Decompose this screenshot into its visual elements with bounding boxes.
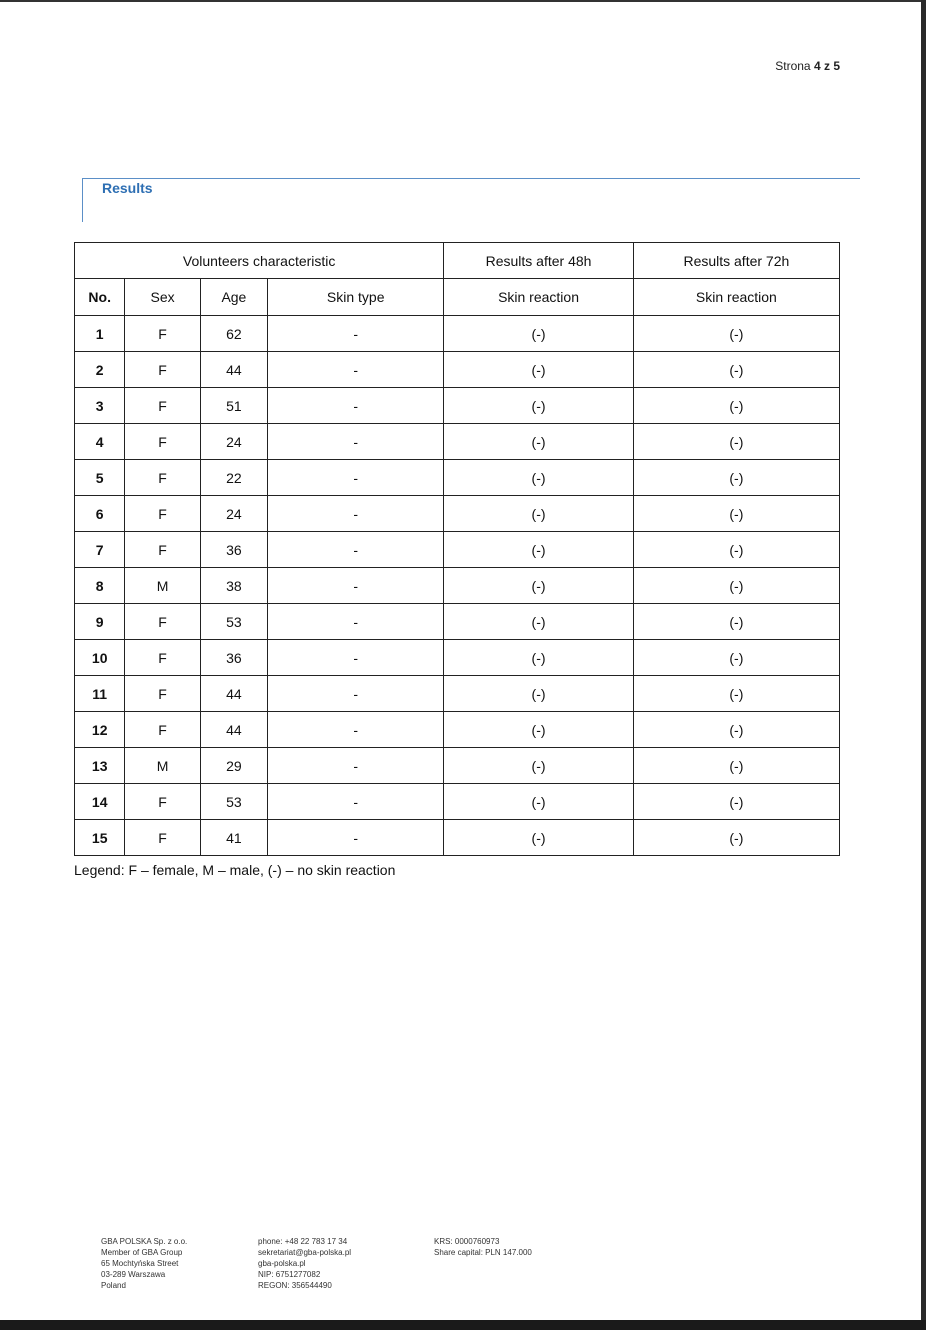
cell-reaction-48h: (-) <box>444 496 633 532</box>
cell-reaction-48h: (-) <box>444 316 633 352</box>
cell-reaction-48h: (-) <box>444 820 633 856</box>
cell-skin-type: - <box>268 532 444 568</box>
footer-regon: REGON: 356544490 <box>258 1281 332 1290</box>
cell-age: 44 <box>200 712 267 748</box>
top-border <box>0 0 926 2</box>
col-header-sex: Sex <box>125 279 200 316</box>
cell-skin-type: - <box>268 748 444 784</box>
table-row <box>75 712 840 748</box>
section-title: Results <box>102 180 153 196</box>
table-row <box>75 604 840 640</box>
cell-sex: F <box>125 604 200 640</box>
table-row <box>75 532 840 568</box>
cell-skin-type: - <box>268 820 444 856</box>
table-row <box>75 820 840 856</box>
cell-sex: M <box>125 568 200 604</box>
cell-sex: F <box>125 820 200 856</box>
cell-skin-type: - <box>268 460 444 496</box>
cell-reaction-48h: (-) <box>444 748 633 784</box>
cell-reaction-72h: (-) <box>633 676 839 712</box>
page-current: 4 <box>813 59 821 73</box>
cell-skin-type: - <box>268 496 444 532</box>
footer-krs: KRS: 0000760973 <box>434 1237 500 1246</box>
cell-reaction-72h: (-) <box>633 316 839 352</box>
cell-no: 6 <box>75 496 125 532</box>
cell-sex: F <box>125 352 200 388</box>
cell-sex: F <box>125 424 200 460</box>
footer-company <box>101 1236 187 1291</box>
cell-reaction-72h: (-) <box>633 568 839 604</box>
cell-sex: F <box>125 712 200 748</box>
cell-sex: F <box>125 496 200 532</box>
group-header-row <box>75 243 840 279</box>
cell-skin-type: - <box>268 604 444 640</box>
footer-phone: phone: +48 22 783 17 34 <box>258 1237 348 1246</box>
column-header-row <box>75 279 840 316</box>
cell-age: 29 <box>200 748 267 784</box>
cell-no: 10 <box>75 640 125 676</box>
cell-reaction-48h: (-) <box>444 388 633 424</box>
cell-reaction-72h: (-) <box>633 604 839 640</box>
cell-skin-type: - <box>268 388 444 424</box>
table-row <box>75 388 840 424</box>
bottom-border <box>0 1320 926 1330</box>
footer-country: Poland <box>101 1281 126 1290</box>
cell-skin-type: - <box>268 316 444 352</box>
cell-reaction-48h: (-) <box>444 424 633 460</box>
cell-reaction-72h: (-) <box>633 424 839 460</box>
cell-no: 3 <box>75 388 125 424</box>
results-table <box>74 242 840 856</box>
cell-age: 24 <box>200 424 267 460</box>
footer-share-capital: Share capital: PLN 147.000 <box>434 1248 532 1257</box>
cell-reaction-72h: (-) <box>633 532 839 568</box>
page-separator: z <box>823 59 830 73</box>
table-row <box>75 676 840 712</box>
group-header-72h: Results after 72h <box>633 243 839 279</box>
cell-skin-type: - <box>268 784 444 820</box>
cell-skin-type: - <box>268 676 444 712</box>
footer-street: 65 Mochtyńska Street <box>101 1259 179 1268</box>
cell-sex: F <box>125 532 200 568</box>
col-header-skin-type: Skin type <box>268 279 444 316</box>
cell-sex: F <box>125 640 200 676</box>
footer-nip: NIP: 6751277082 <box>258 1270 321 1279</box>
cell-age: 24 <box>200 496 267 532</box>
cell-no: 12 <box>75 712 125 748</box>
table-row <box>75 460 840 496</box>
cell-no: 7 <box>75 532 125 568</box>
footer-group: Member of GBA Group <box>101 1248 183 1257</box>
section-divider <box>82 178 860 179</box>
footer-email: sekretariat@gba-polska.pl <box>258 1248 352 1257</box>
cell-reaction-72h: (-) <box>633 388 839 424</box>
cell-reaction-72h: (-) <box>633 352 839 388</box>
cell-age: 41 <box>200 820 267 856</box>
table-row <box>75 316 840 352</box>
cell-reaction-72h: (-) <box>633 748 839 784</box>
page-total: 5 <box>833 59 840 73</box>
cell-no: 8 <box>75 568 125 604</box>
cell-sex: F <box>125 676 200 712</box>
group-header-48h: Results after 48h <box>444 243 633 279</box>
cell-reaction-72h: (-) <box>633 820 839 856</box>
cell-reaction-72h: (-) <box>633 496 839 532</box>
cell-sex: F <box>125 784 200 820</box>
cell-reaction-72h: (-) <box>633 640 839 676</box>
cell-reaction-48h: (-) <box>444 640 633 676</box>
cell-age: 53 <box>200 784 267 820</box>
cell-age: 36 <box>200 640 267 676</box>
right-border <box>921 0 926 1320</box>
cell-reaction-72h: (-) <box>633 784 839 820</box>
table-row <box>75 496 840 532</box>
cell-no: 5 <box>75 460 125 496</box>
footer-website: gba-polska.pl <box>258 1259 306 1268</box>
cell-skin-type: - <box>268 352 444 388</box>
table-row <box>75 784 840 820</box>
cell-no: 1 <box>75 316 125 352</box>
section-divider-left <box>82 178 83 222</box>
page-prefix: Strona <box>775 59 811 73</box>
cell-reaction-72h: (-) <box>633 460 839 496</box>
cell-age: 62 <box>200 316 267 352</box>
cell-age: 38 <box>200 568 267 604</box>
cell-reaction-48h: (-) <box>444 712 633 748</box>
col-header-reaction-48h: Skin reaction <box>444 279 633 316</box>
footer-city: 03-289 Warszawa <box>101 1270 166 1279</box>
cell-age: 51 <box>200 388 267 424</box>
cell-no: 15 <box>75 820 125 856</box>
cell-reaction-48h: (-) <box>444 568 633 604</box>
cell-sex: F <box>125 460 200 496</box>
cell-no: 2 <box>75 352 125 388</box>
cell-reaction-48h: (-) <box>444 352 633 388</box>
cell-reaction-48h: (-) <box>444 676 633 712</box>
footer-contact <box>258 1236 351 1291</box>
page-number <box>740 59 840 73</box>
cell-reaction-48h: (-) <box>444 604 633 640</box>
cell-age: 22 <box>200 460 267 496</box>
footer-company-name: GBA POLSKA Sp. z o.o. <box>101 1237 188 1246</box>
table-row <box>75 424 840 460</box>
footer-registry <box>434 1236 532 1258</box>
cell-skin-type: - <box>268 712 444 748</box>
cell-reaction-48h: (-) <box>444 532 633 568</box>
cell-reaction-72h: (-) <box>633 712 839 748</box>
cell-no: 9 <box>75 604 125 640</box>
cell-sex: F <box>125 316 200 352</box>
col-header-reaction-72h: Skin reaction <box>633 279 839 316</box>
cell-sex: F <box>125 388 200 424</box>
cell-reaction-48h: (-) <box>444 784 633 820</box>
cell-sex: M <box>125 748 200 784</box>
cell-no: 14 <box>75 784 125 820</box>
cell-no: 11 <box>75 676 125 712</box>
cell-age: 44 <box>200 676 267 712</box>
cell-no: 13 <box>75 748 125 784</box>
table-row <box>75 568 840 604</box>
group-header-volunteers: Volunteers characteristic <box>75 243 444 279</box>
cell-skin-type: - <box>268 424 444 460</box>
cell-age: 44 <box>200 352 267 388</box>
cell-reaction-48h: (-) <box>444 460 633 496</box>
cell-no: 4 <box>75 424 125 460</box>
table-legend: Legend: F – female, M – male, (-) – no skin reaction <box>74 862 396 878</box>
table-row <box>75 640 840 676</box>
table-row <box>75 748 840 784</box>
cell-skin-type: - <box>268 568 444 604</box>
col-header-age: Age <box>200 279 267 316</box>
col-header-no: No. <box>75 279 125 316</box>
cell-skin-type: - <box>268 640 444 676</box>
cell-age: 53 <box>200 604 267 640</box>
cell-age: 36 <box>200 532 267 568</box>
table-row <box>75 352 840 388</box>
